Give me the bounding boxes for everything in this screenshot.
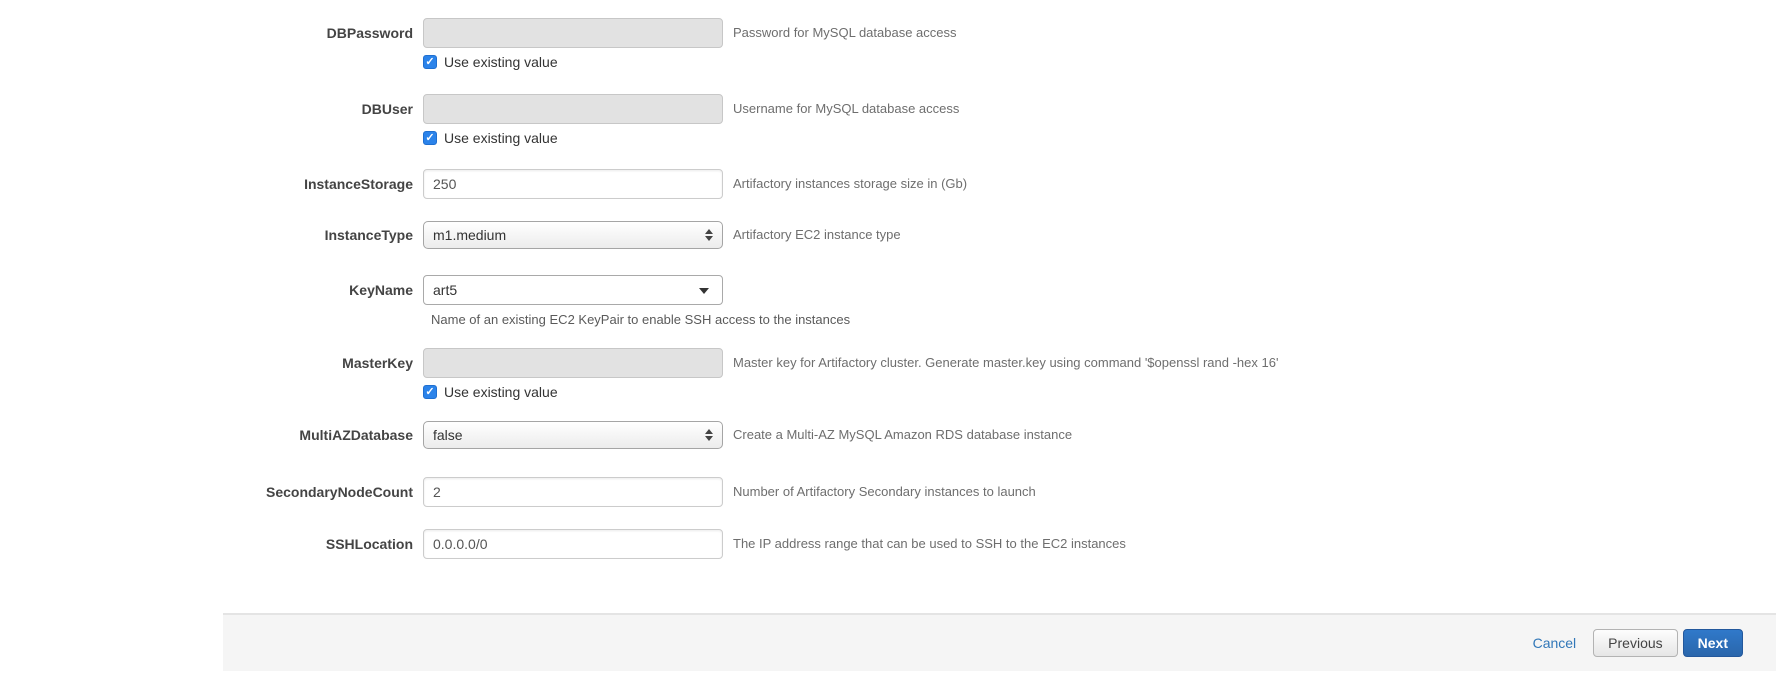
checkbox-checked-icon[interactable] bbox=[423, 385, 437, 399]
form-row-masterkey bbox=[0, 348, 1776, 400]
form-row-secondarynodecount bbox=[0, 477, 1776, 507]
form-row-dbpassword bbox=[0, 18, 1776, 70]
use-existing-option-dbuser[interactable] bbox=[423, 130, 723, 146]
param-description-instancetype: Artifactory EC2 instance type bbox=[733, 227, 901, 242]
form-row-keyname bbox=[0, 275, 1776, 327]
checkbox-checked-icon[interactable] bbox=[423, 131, 437, 145]
chevron-down-icon bbox=[699, 288, 709, 294]
form-row-instancetype bbox=[0, 220, 1776, 250]
checkmark-icon: ✓ bbox=[425, 131, 435, 144]
next-button[interactable]: Next bbox=[1683, 629, 1743, 657]
param-description-dbpassword: Password for MySQL database access bbox=[733, 25, 957, 40]
secondarynodecount-input[interactable] bbox=[423, 477, 723, 507]
param-label-keyname: KeyName bbox=[349, 282, 413, 298]
param-label-instancetype: InstanceType bbox=[324, 227, 413, 243]
form-row-dbuser bbox=[0, 94, 1776, 146]
param-label-secondarynodecount: SecondaryNodeCount bbox=[265, 484, 413, 500]
checkmark-icon: ✓ bbox=[425, 385, 435, 398]
param-description-secondarynodecount: Number of Artifactory Secondary instances to launch bbox=[733, 484, 1036, 499]
multiazdatabase-select[interactable] bbox=[423, 421, 723, 449]
sshlocation-input[interactable] bbox=[423, 529, 723, 559]
form-row-instancestorage bbox=[0, 169, 1776, 199]
param-label-instancestorage: InstanceStorage bbox=[304, 176, 413, 192]
param-label-dbpassword: DBPassword bbox=[326, 25, 413, 41]
param-description-masterkey: Master key for Artifactory cluster. Generate master.key using command '$openssl rand -hex 16' bbox=[733, 355, 1279, 370]
dbuser-input[interactable] bbox=[423, 94, 723, 124]
multiazdatabase-selected-value: false bbox=[433, 427, 463, 443]
masterkey-input[interactable] bbox=[423, 348, 723, 378]
keyname-selected-value: art5 bbox=[433, 282, 458, 298]
use-existing-option-dbpassword[interactable] bbox=[423, 54, 723, 70]
param-description-dbuser: Username for MySQL database access bbox=[733, 101, 960, 116]
cancel-link[interactable]: Cancel bbox=[1532, 635, 1577, 651]
use-existing-option-masterkey[interactable] bbox=[423, 384, 723, 400]
checkmark-icon: ✓ bbox=[425, 55, 435, 68]
use-existing-label: Use existing value bbox=[444, 54, 558, 70]
param-description-multiazdatabase: Create a Multi-AZ MySQL Amazon RDS database instance bbox=[733, 427, 1073, 442]
instancetype-selected-value: m1.medium bbox=[433, 227, 507, 243]
dbpassword-input[interactable] bbox=[423, 18, 723, 48]
checkbox-checked-icon[interactable] bbox=[423, 55, 437, 69]
param-label-masterkey: MasterKey bbox=[342, 355, 413, 371]
form-row-multiazdatabase bbox=[0, 420, 1776, 450]
use-existing-label: Use existing value bbox=[444, 130, 558, 146]
instancetype-select[interactable] bbox=[423, 221, 723, 249]
stepper-arrows-icon bbox=[705, 429, 713, 441]
stepper-arrows-icon bbox=[705, 229, 713, 241]
instancestorage-input[interactable] bbox=[423, 169, 723, 199]
param-label-multiazdatabase: MultiAZDatabase bbox=[299, 427, 413, 443]
param-description-instancestorage: Artifactory instances storage size in (Gb) bbox=[733, 176, 968, 191]
wizard-footer bbox=[223, 613, 1776, 671]
param-label-dbuser: DBUser bbox=[361, 101, 413, 117]
use-existing-label: Use existing value bbox=[444, 384, 558, 400]
param-description-sshlocation: The IP address range that can be used to SSH to the EC2 instances bbox=[733, 536, 1126, 551]
form-row-sshlocation bbox=[0, 529, 1776, 559]
keyname-help-text: Name of an existing EC2 KeyPair to enable SSH access to the instances bbox=[431, 312, 851, 327]
param-label-sshlocation: SSHLocation bbox=[325, 536, 413, 552]
keyname-dropdown[interactable] bbox=[423, 275, 723, 305]
previous-button[interactable]: Previous bbox=[1593, 629, 1677, 657]
